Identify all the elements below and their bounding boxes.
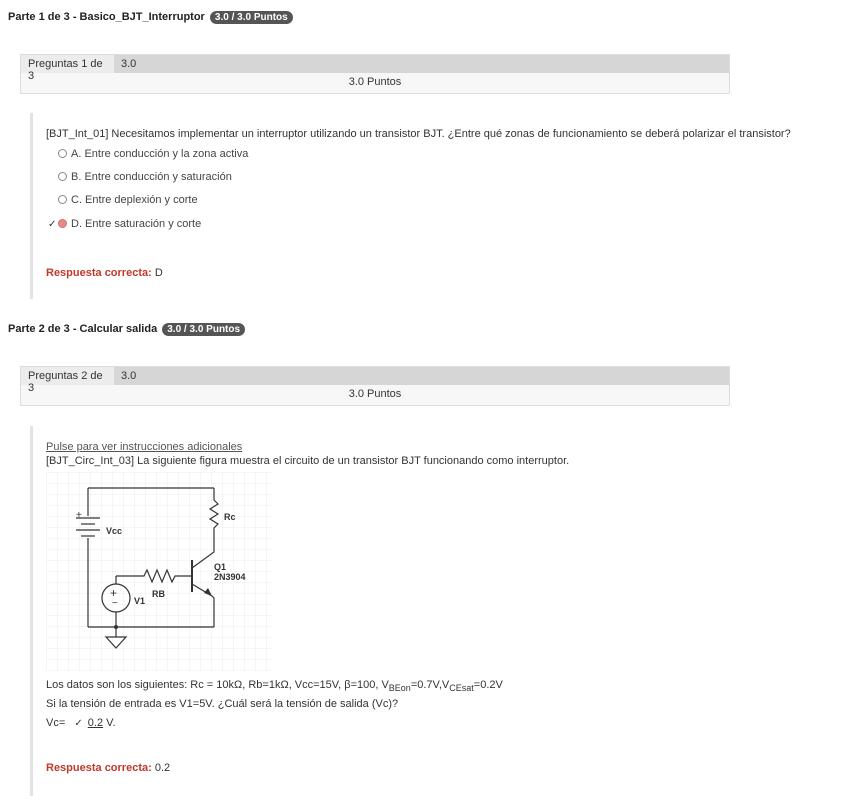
option-d[interactable] <box>58 218 201 230</box>
radio-c[interactable] <box>58 195 67 204</box>
part2-correct-label: Respuesta correcta: <box>46 762 152 774</box>
vc-label: Vc= <box>46 717 66 729</box>
rb-label: RB <box>152 589 165 599</box>
data-line-pre: Los datos son los siguientes: Rc = 10kΩ, Rb=1kΩ, Vcc=15V, β=100, V <box>46 679 389 691</box>
radio-a[interactable] <box>58 149 67 158</box>
part1-questions-value: 3.0 <box>121 58 137 70</box>
part1-question-header <box>20 54 730 94</box>
option-d-label: D. Entre saturación y corte <box>71 218 202 230</box>
part2-title-text: Parte 2 de 3 - Calcular salida <box>8 323 158 335</box>
v1-minus-sign: − <box>112 598 118 609</box>
part1-questions-label: Preguntas 1 de 3 <box>21 55 114 73</box>
part2-content-border <box>30 426 33 796</box>
q1-label: Q1 <box>214 562 227 572</box>
data-line-mid: =0.7V,V <box>410 679 450 691</box>
option-a-label: A. Entre conducción y la zona activa <box>71 148 249 160</box>
vcesat-subscript: CEsat <box>449 683 474 694</box>
checkmark-icon: ✓ <box>48 219 57 230</box>
part2-question-header <box>20 366 730 406</box>
vbeon-subscript: BEon <box>388 683 411 694</box>
vc-input-value[interactable]: 0.2 <box>87 717 104 729</box>
data-line <box>46 679 503 693</box>
part1-correct-label: Respuesta correcta: <box>46 267 152 279</box>
part2-correct-value: 0.2 <box>154 762 171 774</box>
vc-checkmark-icon: ✓ <box>74 718 83 729</box>
transistor-part-label: 2N3904 <box>214 572 246 582</box>
instructions-link[interactable]: Pulse para ver instrucciones adicionales <box>46 441 243 453</box>
part1-question-text: [BJT_Int_01] Necesitamos implementar un interruptor utilizando un transistor BJT. ¿Entre qué zonas de funcionamiento se deberá polarizar el transistor? <box>46 128 791 140</box>
battery-plus-sign: + <box>76 510 82 521</box>
option-c-label: C. Entre deplexión y corte <box>71 194 198 206</box>
vc-unit: V. <box>106 717 116 729</box>
vc-answer-line <box>46 717 116 729</box>
radio-d[interactable] <box>58 219 67 228</box>
part1-title-text: Parte 1 de 3 - Basico_BJT_Interruptor <box>8 11 205 23</box>
option-c[interactable] <box>58 194 198 206</box>
part2-question-text: [BJT_Circ_Int_03] La siguiente figura muestra el circuito de un transistor BJT funcionando como interruptor. <box>46 455 570 467</box>
part2-score-badge: 3.0 / 3.0 Puntos <box>162 323 245 336</box>
part1-content-border <box>30 113 33 299</box>
part2-correct-answer <box>46 762 170 774</box>
part1-correct-answer <box>46 267 163 279</box>
part1-score-badge: 3.0 / 3.0 Puntos <box>210 11 293 24</box>
part2-questions-label: Preguntas 2 de 3 <box>21 367 114 385</box>
rc-label: Rc <box>224 512 236 522</box>
part1-correct-value: D <box>154 267 163 279</box>
vcc-label: Vcc <box>106 526 123 536</box>
v1-label: V1 <box>134 596 146 606</box>
part2-points: 3.0 Puntos <box>21 385 729 405</box>
bjt-circuit-diagram <box>46 472 273 671</box>
v1-plus-sign: + <box>110 586 118 600</box>
part1-title <box>8 11 293 24</box>
option-b[interactable] <box>58 171 232 183</box>
option-b-label: B. Entre conducción y saturación <box>71 171 232 183</box>
radio-b[interactable] <box>58 172 67 181</box>
data-line-end: =0.2V <box>473 679 503 691</box>
part1-points: 3.0 Puntos <box>21 73 729 93</box>
part2-questions-value: 3.0 <box>121 370 137 382</box>
junction-dot <box>114 625 118 629</box>
option-a[interactable] <box>58 148 248 160</box>
part2-title <box>8 323 245 336</box>
question-line-2: Si la tensión de entrada es V1=5V. ¿Cuál será la tensión de salida (Vc)? <box>46 698 399 710</box>
